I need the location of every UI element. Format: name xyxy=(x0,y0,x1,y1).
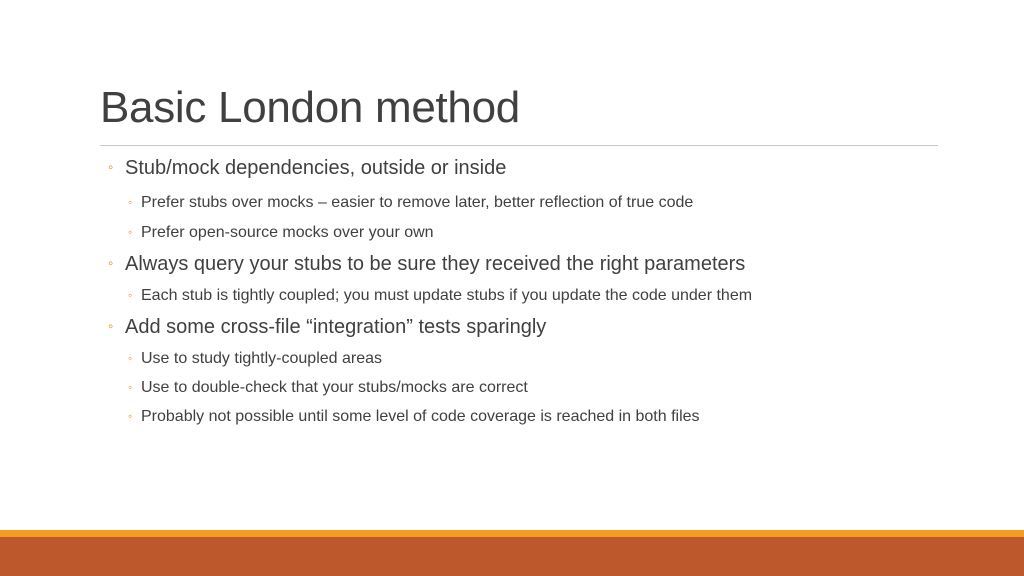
bullet-marker-icon: ◦ xyxy=(108,159,114,176)
sub-bullet-text: Each stub is tightly coupled; you must update stubs if you update the code under them xyxy=(141,287,753,304)
sub-bullet-item xyxy=(128,287,752,305)
sub-bullet-item xyxy=(128,408,700,426)
sub-bullet-text: Probably not possible until some level of code coverage is reached in both files xyxy=(141,408,700,425)
bullet-text: Add some cross-file “integration” tests sparingly xyxy=(125,316,547,338)
sub-bullet-item xyxy=(128,350,382,368)
sub-bullet-item xyxy=(128,379,528,397)
bullet-marker-icon: ◦ xyxy=(128,409,133,423)
bullet-marker-icon: ◦ xyxy=(128,195,133,209)
footer-accent-bar xyxy=(0,530,1024,537)
bullet-marker-icon: ◦ xyxy=(128,351,133,365)
bullet-text: Always query your stubs to be sure they received the right parameters xyxy=(125,253,746,275)
sub-bullet-text: Use to double-check that your stubs/mocks are correct xyxy=(141,379,528,396)
bullet-marker-icon: ◦ xyxy=(128,380,133,394)
sub-bullet-item xyxy=(128,224,434,242)
bullet-text: Stub/mock dependencies, outside or inside xyxy=(125,157,507,179)
bullet-marker-icon: ◦ xyxy=(128,288,133,302)
bullet-item xyxy=(108,157,506,180)
bullet-marker-icon: ◦ xyxy=(108,255,114,272)
sub-bullet-item xyxy=(128,194,693,212)
bullet-item xyxy=(108,253,745,276)
sub-bullet-text: Use to study tightly-coupled areas xyxy=(141,350,383,367)
bullet-item xyxy=(108,316,546,339)
sub-bullet-text: Prefer stubs over mocks – easier to remove later, better reflection of true code xyxy=(141,194,694,211)
title-divider xyxy=(100,145,938,146)
sub-bullet-text: Prefer open-source mocks over your own xyxy=(141,224,434,241)
bullet-marker-icon: ◦ xyxy=(128,225,133,239)
slide-title: Basic London method xyxy=(100,83,520,132)
footer-band xyxy=(0,537,1024,576)
bullet-marker-icon: ◦ xyxy=(108,318,114,335)
